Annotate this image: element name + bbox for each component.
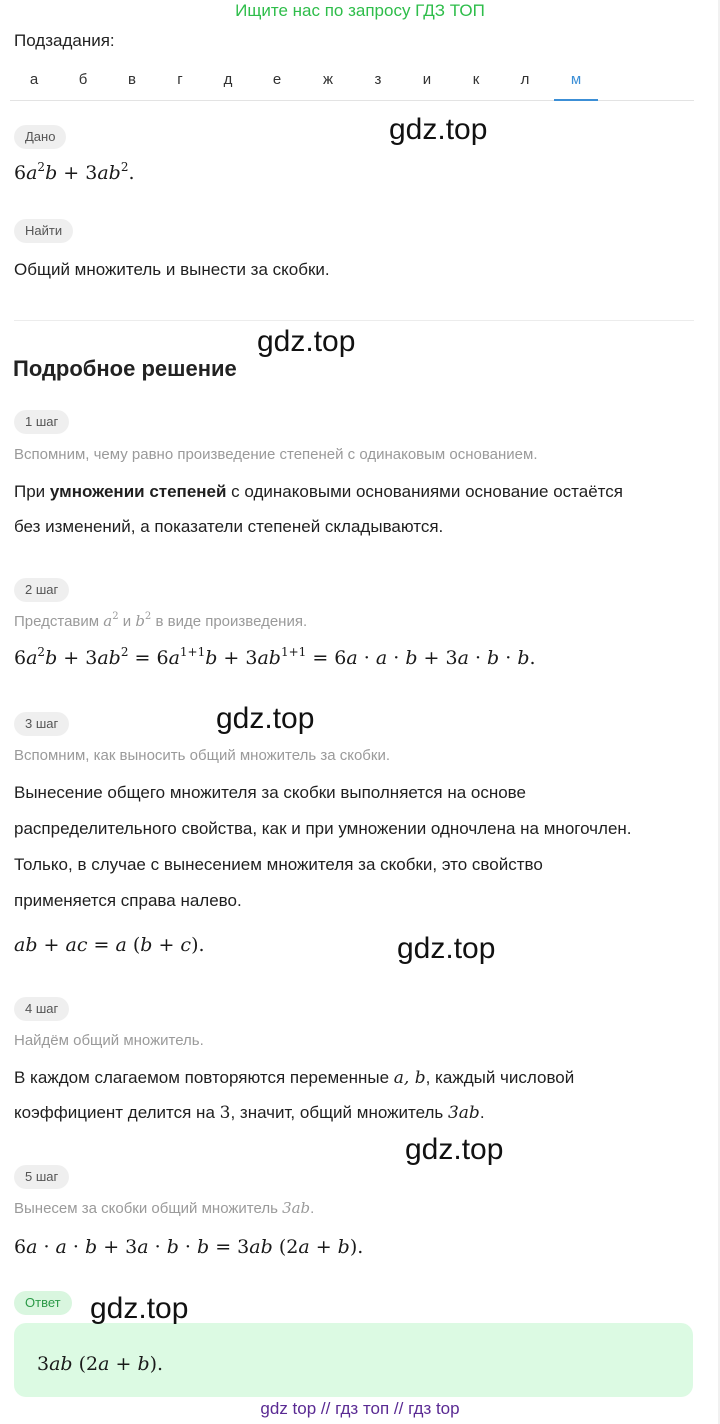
- step-3-line-1: Вынесение общего множителя за скобки выполняется на основе: [14, 783, 526, 802]
- tab-m-active[interactable]: м: [554, 70, 598, 100]
- step-3-badge: 3 шаг: [14, 712, 69, 736]
- tab-l[interactable]: л: [520, 71, 530, 88]
- divider: [14, 320, 694, 321]
- watermark: gdz.top: [389, 113, 488, 146]
- watermark: gdz.top: [405, 1133, 504, 1166]
- tab-k[interactable]: к: [472, 71, 480, 88]
- watermark: gdz.top: [216, 702, 315, 735]
- step-4-hint: Найдём общий множитель.: [14, 1032, 204, 1049]
- find-badge: Найти: [14, 219, 73, 243]
- step-1-badge: 1 шаг: [14, 410, 69, 434]
- tab-v[interactable]: в: [128, 71, 136, 88]
- step-1-text-line2: без изменений, а показатели степеней складываются.: [14, 517, 444, 536]
- step-3-expression: ab + ac = a (b + c).: [14, 934, 205, 956]
- subtask-tabs: [10, 70, 694, 101]
- tab-d[interactable]: д: [223, 71, 233, 88]
- footer-links: gdz top // гдз топ // гдз top: [260, 1399, 460, 1418]
- step-4-line-2: коэффициент делится на 3, значит, общий множитель 3ab.: [14, 1103, 485, 1123]
- watermark: gdz.top: [257, 325, 356, 358]
- tab-g[interactable]: г: [177, 71, 183, 88]
- step-4-badge: 4 шаг: [14, 997, 69, 1021]
- tab-b[interactable]: б: [78, 71, 88, 88]
- promo-banner: Ищите нас по запросу ГДЗ ТОП: [235, 1, 485, 20]
- answer-badge: Ответ: [14, 1291, 72, 1315]
- step-2-badge: 2 шаг: [14, 578, 69, 602]
- step-2-expression: $6a^2b + 3ab^2 = 6a^{1+1}b + 3ab^{1+1} = 6a \cdot a \cdot b + 3a \cdot b \cdot b$.: [14, 645, 536, 669]
- step-3-line-3: Только, в случае с вынесением множителя за скобки, это свойство: [14, 855, 543, 874]
- watermark: gdz.top: [90, 1292, 189, 1325]
- step-1-text: При умножении степеней с одинаковыми основаниями основание остаётся: [14, 482, 623, 501]
- given-expression: $6a^2b + 3ab^2$.: [14, 160, 135, 184]
- tab-i[interactable]: и: [422, 71, 432, 88]
- given-badge: Дано: [14, 125, 66, 149]
- step-3-hint: Вспомним, как выносить общий множитель за скобки.: [14, 747, 390, 764]
- step-5-badge: 5 шаг: [14, 1165, 69, 1189]
- step-3-line-2: распределительного свойства, как и при умножении одночлена на многочлен.: [14, 819, 632, 838]
- step-4-line-1: В каждом слагаемом повторяются переменные a, b, каждый числовой: [14, 1068, 575, 1088]
- tab-a[interactable]: а: [29, 71, 39, 88]
- tab-z[interactable]: з: [374, 71, 382, 88]
- step-5-hint: Вынесем за скобки общий множитель 3ab.: [14, 1199, 315, 1217]
- find-text: Общий множитель и вынести за скобки.: [14, 260, 330, 279]
- watermark: gdz.top: [397, 932, 496, 965]
- tab-zh[interactable]: ж: [322, 71, 334, 88]
- solution-title: Подробное решение: [13, 356, 237, 381]
- step-1-hint: Вспомним, чему равно произведение степеней с одинаковым основанием.: [14, 446, 538, 463]
- answer-expression: 3ab (2a + b).: [37, 1353, 164, 1375]
- subtasks-title: Подзадания:: [14, 31, 115, 50]
- step-3-line-4: применяется справа налево.: [14, 891, 242, 910]
- step-2-hint: Представим $a^2$ и $b^2$ в виде произведения.: [14, 611, 308, 630]
- tab-e[interactable]: е: [272, 71, 282, 88]
- step-5-expression: 6a · a · b + 3a · b · b = 3ab (2a + b).: [14, 1236, 364, 1258]
